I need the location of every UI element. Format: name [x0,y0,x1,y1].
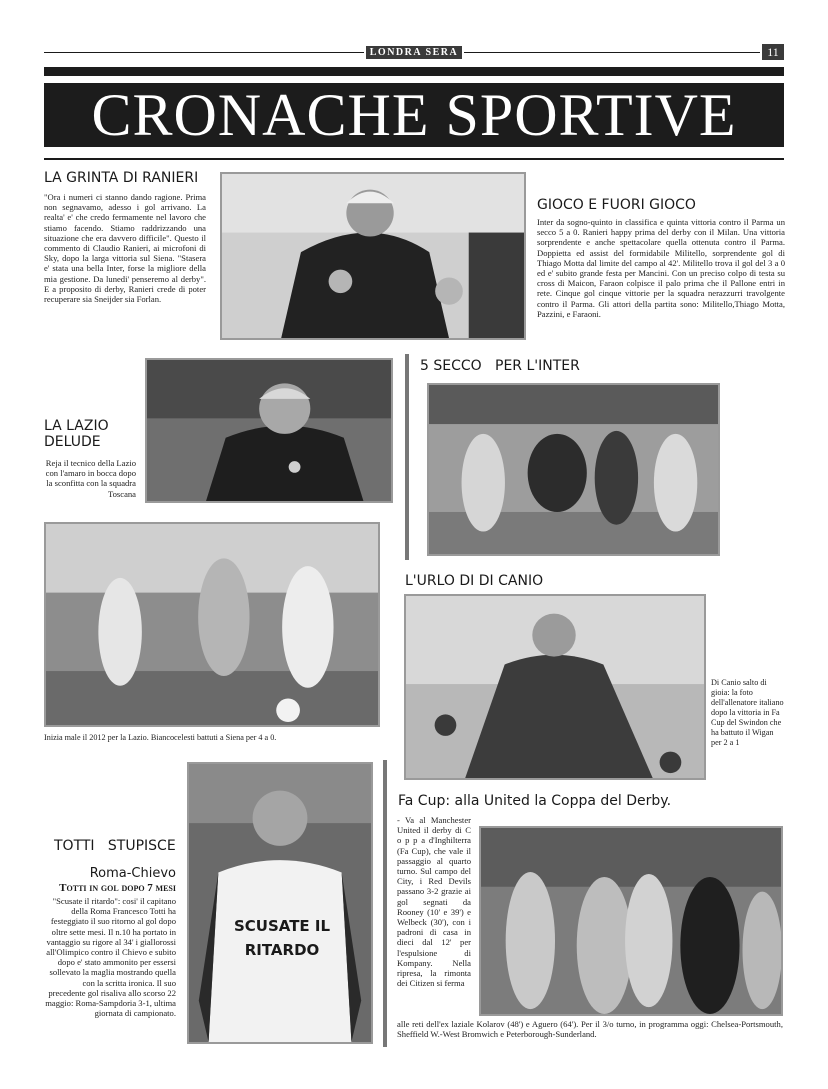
gioco-body: Inter da sogno-quinto in classifica e quinta vittoria contro il Parma un secco 5 a 0. Ranieri happy prima del derby con il Milan. Una vittoria sorprendente e anche spettacolare quella ottenuta contro il Parma. Doppietta ed assist del formidabile Militello, sorprendente gol di Thiago Motta dal limite del campo al 42'. Militello trova il gol del 3 a 0 ed e' subito grande festa per Mancini. Con un preciso colpo di testa su cross di Maicon, Faraon colpisce il palo prima che il Pallone entri in rete. Cinque gol cinque vittorie per la squadra nerazzurri travolgente contro il Parma. Gli attori della partita sono: Militello,Thiago Motta, Pazzini, e Faraoni. [537,217,785,319]
page-number: 11 [762,44,784,60]
lazio-heading-line1: LA LAZIO [44,418,109,434]
dicanio-photo [404,594,706,780]
header-rule-left [44,52,364,53]
header-rule-right [464,52,760,53]
totti-body: "Scusate il ritardo": cosi' il capitano della Roma Francesco Totti ha festeggiato il suo ritorno al gol dopo oltre sette mesi. Il n.10 ha portato in vantaggio su rigore al 34' i giallorossi all'Olimpico contro il Chievo e subito dopo e' stato ammonito per essersi sollevato la maglia mostrando quella con la scritta ironica. Il suo precedente gol risaliva allo scorso 22 maggio: Roma-Sampdoria 3-1, ultima giornata di campionato. [45,896,176,1019]
inter-heading: 5 SECCO PER L'INTER [420,358,580,374]
ranieri-body: "Ora i numeri ci stanno dando ragione. Prima non segnavamo, adesso i gol arrivano. La realta' e' che credo fermamente nel lavoro che stiamo facendo. Stiamo raddrizzando una situazione che era davvero difficile". Questo il commento di Claudio Ranieri, ai microfoni di Sky, dopo la larga vittoria sul Siena. "Stasera e' stata una bella Inter, forse la migliore della mia gestione. Da lunedi' penseremo al derby". E a proposito di derby, Ranieri crede di poter recuperare sia Sneijder sia Forlan. [44,192,206,305]
siena-photo [44,522,380,727]
ranieri-heading: LA GRINTA DI RANIERI [44,170,199,186]
facup-heading: Fa Cup: alla United la Coppa del Derby. [398,793,672,809]
reja-photo [145,358,393,503]
facup-photo [479,826,783,1016]
inter-photo [427,383,720,556]
masthead-bottom-rule [44,158,784,160]
totti-heading: TOTTI STUPISCE [54,838,176,854]
siena-caption: Inizia male il 2012 per la Lazio. Biancocelesti battuti a Siena per 4 a 0. [44,733,277,742]
masthead-banner [44,83,784,147]
facup-side-bar [383,760,387,1047]
inter-side-bar [405,354,409,560]
lazio-body: Reja il tecnico della Lazio con l'amaro in bocca dopo la sconfitta con la squadra Toscana [45,458,136,499]
ranieri-photo [220,172,526,340]
masthead-top-bar [44,67,784,76]
totti-subheading: Roma-Chievo [89,866,176,881]
totti-kicker: Totti in gol dopo 7 mesi [59,882,176,894]
totti-photo [187,762,373,1044]
facup-body-bottom: alle reti dell'ex laziale Kolarov (48') e Aguero (64'). Per il 3/o turno, in programma oggi: Chelsea-Portsmouth, Sheffield W.-West Bromwich e Peterborough-Sunderland. [397,1019,783,1040]
masthead-title: CRONACHE SPORTIVE [91,82,737,148]
lazio-heading-line2: DELUDE [44,434,101,450]
totti-shirt-text: SCUSATE IL RITARDO [233,917,331,959]
facup-body-side: - Va al Manchester United il derby di C o p p a d'Inghilterra (Fa Cup), che vale il passaggio al quarto turno. Sul campo del City, i Red Devils passano 3-2 grazie ai gol segnati da Rooney (10' e 39') e Welbeck (30'), con i padroni di casa in dieci dal 12' per l'espulsione di Kompany. Nella ripresa, la rimonta dei Citizen si ferma [397,815,471,989]
dicanio-heading: L'URLO DI DI CANIO [405,573,544,589]
section-tag: LONDRA SERA [366,46,462,59]
dicanio-caption: Di Canio salto di gioia: la foto dell'allenatore italiano dopo la vittoria in Fa Cup del Swindon che ha battuto il Wigan per 2 a 1 [711,678,784,747]
gioco-heading: GIOCO E FUORI GIOCO [537,197,696,213]
